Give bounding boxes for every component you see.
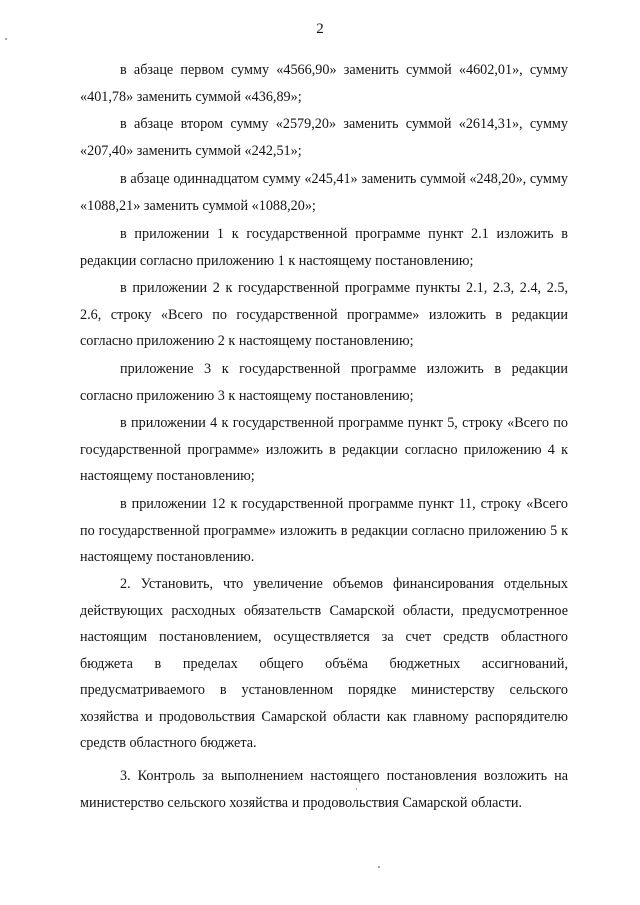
paragraph-5: в приложении 2 к государственной программе пункты 2.1, 2.3, 2.4, 2.5, 2.6, строку «Всего по государственной программе» изложить в редакции согласно приложению 2 к настоящему постановлению; [80,280,568,349]
page-number: 2 [316,21,324,37]
scan-speck [378,866,380,868]
paragraph-3: в абзаце одиннадцатом сумму «245,41» заменить суммой «248,20», сумму «1088,21» заменить суммой «1088,20»; [80,171,568,214]
paragraph-6: приложение 3 к государственной программе изложить в редакции согласно приложению 3 к настоящему постановлению; [80,361,568,404]
paragraph-2: в абзаце втором сумму «2579,20» заменить суммой «2614,31», сумму «207,40» заменить суммой «242,51»; [80,116,568,159]
paragraph-1: в абзаце первом сумму «4566,90» заменить суммой «4602,01», сумму «401,78» заменить суммой «436,89»; [80,62,568,105]
scan-speck [5,38,7,40]
paragraph-10: 3. Контроль за выполнением настоящего постановления возложить на министерство сельского хозяйства и продовольствия Самарской области. [80,768,568,811]
paragraph-4: в приложении 1 к государственной программе пункт 2.1 изложить в редакции согласно приложению 1 к настоящему постановлению; [80,226,568,269]
scan-speck [356,788,357,790]
paragraph-8: в приложении 12 к государственной программе пункт 11, строку «Всего по государственной программе» изложить в редакции согласно приложению 5 к настоящему постановлению. [80,496,568,565]
paragraph-9: 2. Установить, что увеличение объемов финансирования отдельных действующих расходных обязательств Самарской области, предусмотренное настоящим постановлением, осуществляется за счет средств областного бюджета в пределах общего объёма бюджетных ассигнований, предусматриваемого в установленном порядке министерству сельского хозяйства и продовольствия Самарской области как главному распорядителю средств областного бюджета. [80,576,568,751]
paragraph-7: в приложении 4 к государственной программе пункт 5, строку «Всего по государственной программе» изложить в редакции согласно приложению 4 к настоящему постановлению; [80,415,568,484]
